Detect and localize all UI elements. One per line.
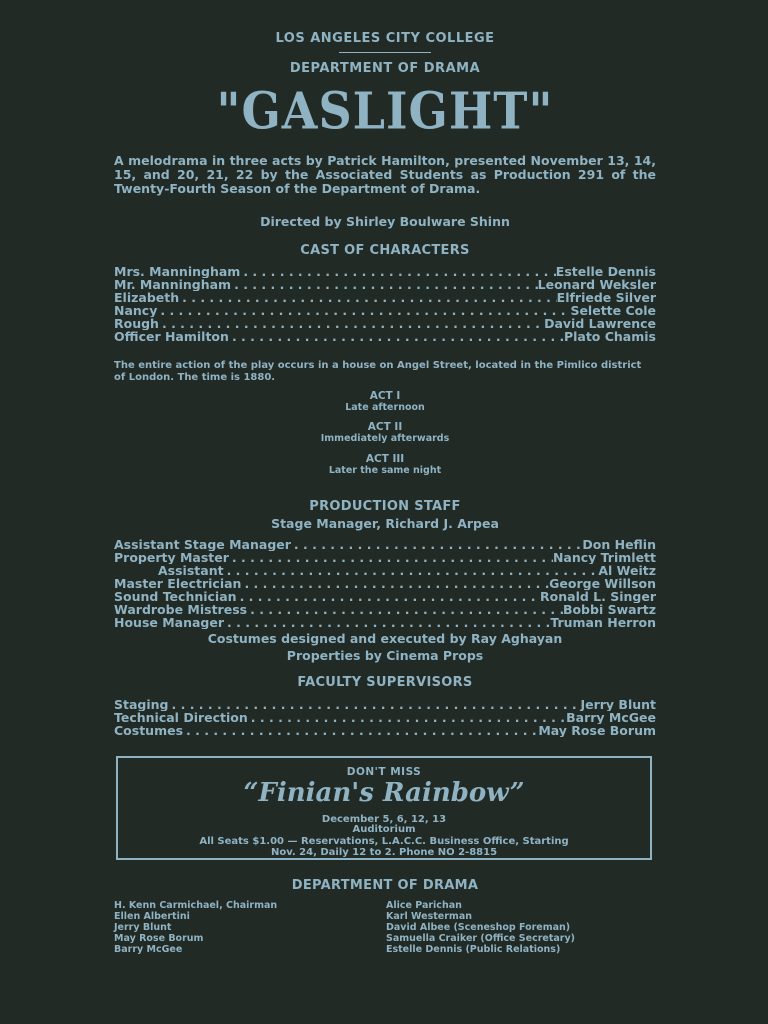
cast-row (114, 317, 656, 330)
performer: Selette Cole (570, 304, 656, 317)
staff-member: Jerry Blunt (114, 922, 172, 933)
act-time: Later the same night (328, 465, 442, 476)
promo-show-title: “Finian's Rainbow” (243, 778, 525, 808)
leader-dots (169, 698, 581, 711)
supervisor: Barry McGee (566, 711, 656, 724)
performer: Elfriede Silver (556, 291, 656, 304)
leader-dots (241, 577, 549, 590)
staff-name: George Willson (549, 577, 656, 590)
performer: Plato Chamis (563, 330, 656, 343)
department-staff-left (114, 900, 277, 955)
performer: David Lawrence (544, 317, 656, 330)
department-staff-right (386, 900, 575, 955)
role: Property Master (114, 551, 229, 564)
cast-row (114, 304, 656, 317)
staff-member: Estelle Dennis (Public Relations) (386, 944, 561, 955)
stage-manager-credit: Stage Manager, Richard J. Arpea (271, 516, 499, 531)
promo-kicker: DON'T MISS (346, 766, 422, 778)
role: House Manager (114, 616, 225, 629)
act-block (114, 453, 656, 477)
promo-venue: Auditorium (352, 824, 416, 835)
faculty-row (114, 711, 656, 724)
act-time: Immediately afterwards (320, 433, 450, 444)
role: Wardrobe Mistress (114, 603, 248, 616)
act-label: ACT III (365, 453, 405, 465)
staff-row (114, 538, 656, 551)
promo-dates: December 5, 6, 12, 13 (321, 814, 447, 825)
cast-row (114, 330, 656, 343)
role: Technical Direction (114, 711, 248, 724)
leader-dots (237, 590, 540, 603)
performer: Leonard Weksler (537, 278, 656, 291)
staff-name: Truman Herron (550, 616, 656, 629)
performer: Estelle Dennis (555, 265, 656, 278)
staff-member: H. Kenn Carmichael, Chairman (114, 900, 278, 911)
staff-name: Ronald L. Singer (540, 590, 656, 603)
role: Sound Technician (114, 590, 237, 603)
role: Staging (114, 698, 169, 711)
header-divider (339, 52, 431, 53)
faculty-row (114, 724, 656, 737)
cast-heading: CAST OF CHARACTERS (300, 243, 470, 258)
staff-member: Barry McGee (114, 944, 183, 955)
setting-note: The entire action of the play occurs in a house on Angel Street, located in the Pimlico district of London. The time is 1880. (114, 360, 642, 383)
faculty-heading: FACULTY SUPERVISORS (297, 675, 473, 690)
role: Elizabeth (114, 291, 180, 304)
staff-member: David Albee (Sceneshop Foreman) (386, 922, 571, 933)
role: Costumes (114, 724, 184, 737)
department-staff-heading: DEPARTMENT OF DRAMA (291, 878, 479, 893)
role: Nancy (114, 304, 158, 317)
staff-row (114, 551, 656, 564)
promo-tickets-line1: All Seats $1.00 — Reservations, L.A.C.C. Business Office, Starting (199, 836, 569, 847)
director-credit: Directed by Shirley Boulware Shinn (260, 214, 510, 229)
leader-dots (224, 616, 550, 629)
role: Mrs. Manningham (114, 265, 241, 278)
staff-member: Alice Parichan (386, 900, 462, 911)
leader-dots (179, 291, 557, 304)
act-time: Late afternoon (345, 402, 425, 413)
leader-dots (157, 304, 570, 317)
leader-dots (248, 711, 566, 724)
staff-row (114, 616, 656, 629)
staff-name: Nancy Trimlett (552, 551, 656, 564)
cast-row (114, 278, 656, 291)
staff-name: Bobbi Swartz (562, 603, 656, 616)
leader-dots (240, 265, 555, 278)
staff-member: May Rose Borum (114, 933, 204, 944)
staff-row (114, 603, 656, 616)
staff-row (114, 590, 656, 603)
cast-list (114, 265, 656, 343)
act-label: ACT I (369, 390, 401, 402)
costumes-credit: Costumes designed and executed by Ray Aghayan (207, 631, 563, 646)
staff-member: Karl Westerman (386, 911, 473, 922)
supervisor: Jerry Blunt (580, 698, 656, 711)
act-block (114, 421, 656, 445)
play-title: "GASLIGHT" (216, 81, 554, 141)
act-block (114, 390, 656, 414)
leader-dots (231, 278, 538, 291)
role: Officer Hamilton (114, 330, 229, 343)
leader-dots (224, 564, 599, 577)
staff-name: Don Heflin (582, 538, 656, 551)
staff-name: Al Weitz (598, 564, 656, 577)
leader-dots (183, 724, 538, 737)
department-name: DEPARTMENT OF DRAMA (289, 61, 481, 76)
role: Mr. Manningham (114, 278, 232, 291)
role: Master Electrician (114, 577, 242, 590)
role: Assistant Stage Manager (114, 538, 291, 551)
act-label: ACT II (367, 421, 403, 433)
faculty-row (114, 698, 656, 711)
role: Assistant (158, 564, 224, 577)
leader-dots (291, 538, 582, 551)
role: Rough (114, 317, 159, 330)
cast-row (114, 265, 656, 278)
supervisor: May Rose Borum (538, 724, 656, 737)
faculty-list (114, 698, 656, 737)
leader-dots (229, 551, 553, 564)
staff-member: Ellen Albertini (114, 911, 190, 922)
leader-dots (247, 603, 563, 616)
promo-box (116, 756, 652, 860)
cast-row (114, 291, 656, 304)
leader-dots (229, 330, 564, 343)
properties-credit: Properties by Cinema Props (286, 648, 484, 663)
staff-row (114, 577, 656, 590)
staff-member: Samuella Craiker (Office Secretary) (386, 933, 576, 944)
promo-tickets-line2: Nov. 24, Daily 12 to 2. Phone NO 2-8815 (270, 847, 498, 858)
production-list (114, 538, 656, 629)
staff-row (114, 564, 656, 577)
intro-paragraph: A melodrama in three acts by Patrick Hamilton, presented November 13, 14, 15, and 20, 21, 22 by the Associated Students as Production 291 of the Twenty-Fourth Season of the Department of Drama. (114, 153, 656, 196)
college-name: LOS ANGELES CITY COLLEGE (275, 31, 495, 46)
leader-dots (159, 317, 544, 330)
production-heading: PRODUCTION STAFF (309, 499, 461, 514)
